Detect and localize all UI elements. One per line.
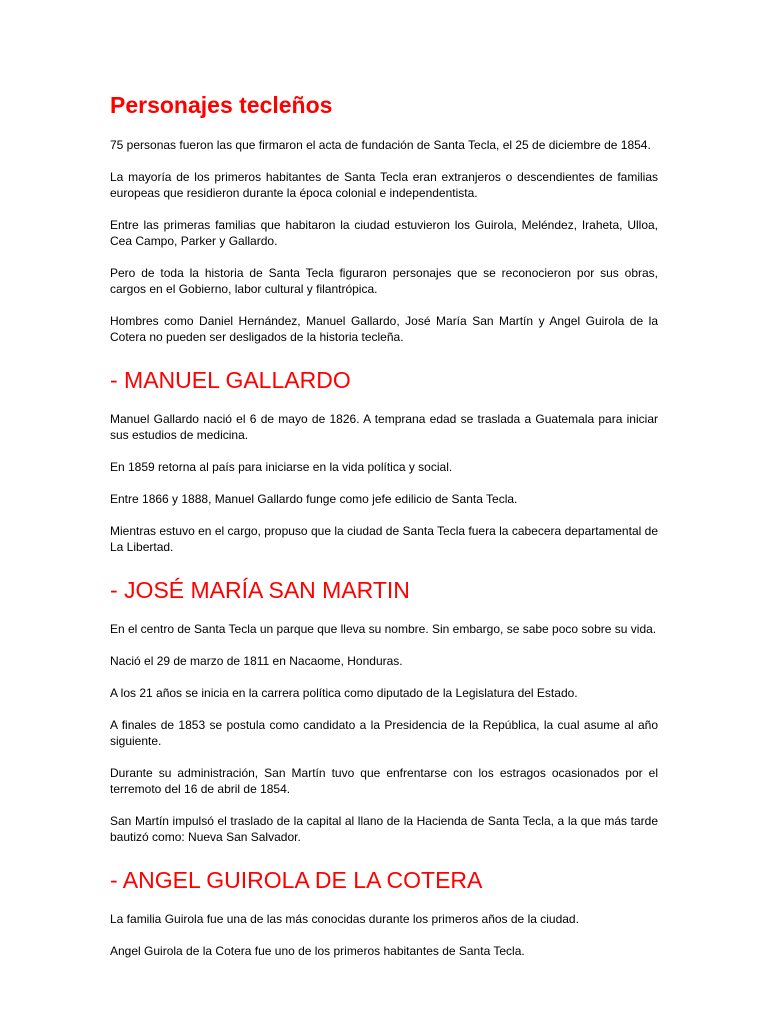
intro-paragraph: Pero de toda la historia de Santa Tecla figuraron personajes que se reconocieron por sus obras, cargos en el Gobierno, labor cultural y filantrópica. <box>110 266 658 296</box>
section-paragraph: Manuel Gallardo nació el 6 de mayo de 1826. A temprana edad se traslada a Guatemala para iniciar sus estudios de medicina. <box>110 412 658 442</box>
section-paragraph: En 1859 retorna al país para iniciarse en la vida política y social. <box>110 460 453 474</box>
intro-paragraph: 75 personas fueron las que firmaron el acta de fundación de Santa Tecla, el 25 de diciembre de 1854. <box>110 138 651 152</box>
intro-paragraph: La mayoría de los primeros habitantes de Santa Tecla eran extranjeros o descendientes de familias europeas que residieron durante la época colonial e independentista. <box>110 170 658 200</box>
section-paragraph: Mientras estuvo en el cargo, propuso que la ciudad de Santa Tecla fuera la cabecera departamental de La Libertad. <box>110 524 658 554</box>
section-heading-manuel-gallardo: - MANUEL GALLARDO <box>110 367 351 393</box>
section-paragraph: La familia Guirola fue una de las más conocidas durante los primeros años de la ciudad. <box>110 912 579 926</box>
page-title: Personajes tecleños <box>110 92 333 118</box>
section-paragraph: San Martín impulsó el traslado de la capital al llano de la Hacienda de Santa Tecla, a la que más tarde bautizó como: Nueva San Salvador. <box>110 814 658 844</box>
section-heading-angel-guirola: - ANGEL GUIROLA DE LA COTERA <box>110 867 483 893</box>
section-paragraph: Nació el 29 de marzo de 1811 en Nacaome, Honduras. <box>110 654 403 668</box>
intro-paragraph: Hombres como Daniel Hernández, Manuel Gallardo, José María San Martín y Angel Guirola de la Cotera no pueden ser desligados de la historia tecleña. <box>110 314 658 344</box>
section-paragraph: A los 21 años se inicia en la carrera política como diputado de la Legislatura del Estado. <box>110 686 578 700</box>
section-paragraph: Angel Guirola de la Cotera fue uno de los primeros habitantes de Santa Tecla. <box>110 944 525 958</box>
section-paragraph: Entre 1866 y 1888, Manuel Gallardo funge como jefe edilicio de Santa Tecla. <box>110 492 518 506</box>
section-paragraph: En el centro de Santa Tecla un parque que lleva su nombre. Sin embargo, se sabe poco sobre su vida. <box>110 622 657 636</box>
section-paragraph: Durante su administración, San Martín tuvo que enfrentarse con los estragos ocasionados por el terremoto del 16 de abril de 1854. <box>110 766 658 796</box>
section-paragraph: A finales de 1853 se postula como candidato a la Presidencia de la República, la cual asume al año siguiente. <box>110 718 658 748</box>
section-heading-jose-maria-san-martin: - JOSÉ MARÍA SAN MARTIN <box>110 577 410 603</box>
intro-paragraph: Entre las primeras familias que habitaron la ciudad estuvieron los Guirola, Meléndez, Iraheta, Ulloa, Cea Campo, Parker y Gallardo. <box>110 218 658 248</box>
